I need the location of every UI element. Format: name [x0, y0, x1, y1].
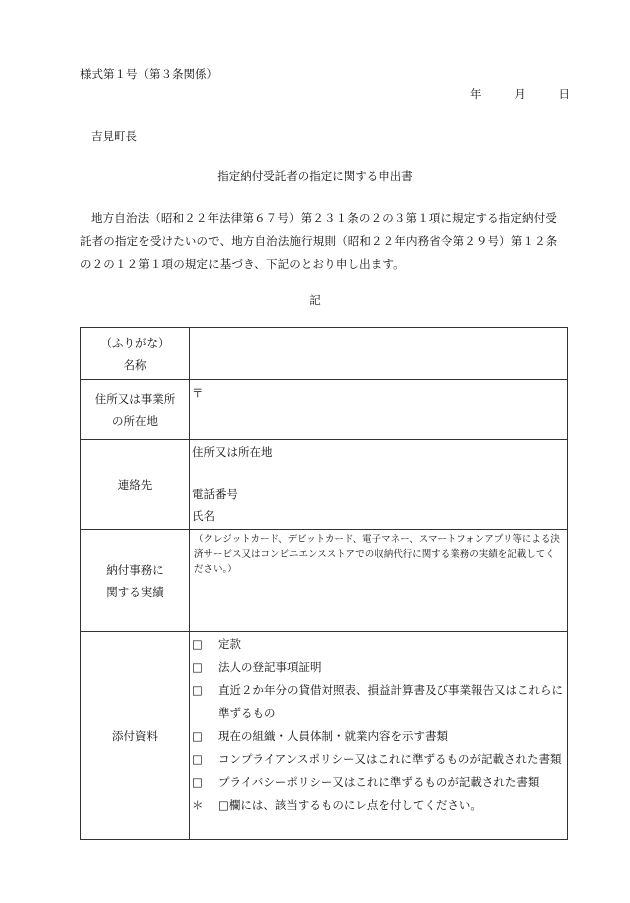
attachment-item — [190, 748, 567, 771]
date-year-label: 年 — [470, 87, 482, 101]
addressee: 吉見町長 — [91, 129, 137, 143]
footnote-text: □欄には、該当するものにレ点を付してください。 — [218, 798, 482, 812]
record-row — [81, 530, 568, 632]
record-label-cell — [81, 530, 190, 632]
checkbox[interactable]: □ — [192, 752, 203, 766]
address-label-cell — [81, 380, 190, 440]
application-form-table — [80, 327, 568, 840]
contact-phone-label: 電話番号 — [192, 487, 238, 501]
footnote-mark: ＊ — [192, 798, 204, 812]
name-row — [81, 328, 568, 380]
attachment-label: 定款 — [218, 637, 241, 651]
attachments-footnote — [190, 794, 567, 817]
attachment-label: コンプライアンスポリシー又はこれに準ずるものが記載された書類 — [218, 752, 562, 766]
attachment-item — [190, 725, 567, 748]
attachment-label: 法人の登記事項証明 — [218, 660, 322, 674]
record-label-line1: 納付事務に — [106, 562, 164, 577]
contact-address-label: 住所又は所在地 — [192, 445, 273, 459]
attachment-label: 現在の組織・人員体制・就業内容を示す書類 — [218, 729, 448, 743]
checkbox[interactable]: □ — [192, 729, 203, 743]
document-title: 指定納付受託者の指定に関する申出書 — [217, 169, 413, 183]
checkbox[interactable]: □ — [192, 637, 203, 651]
attachment-label: プライバシーポリシー又はこれに準ずるものが記載された書類 — [218, 775, 540, 789]
address-label-line2: の所在地 — [112, 413, 158, 428]
name-label-cell — [81, 328, 190, 380]
contact-person-label: 氏名 — [192, 509, 215, 523]
contact-label: 連絡先 — [117, 477, 153, 492]
date-line — [470, 86, 570, 102]
record-note: （クレジットカード、デビットカード、電子マネー、スマートフォンアプリ等による決済サービス又はコンビニエンスストアでの収納代行に関する業務の実績を記載してください。） — [194, 534, 560, 575]
address-label-line1: 住所又は事業所 — [94, 391, 176, 406]
attachment-label: 直近２か年分の貸借対照表、損益計算書及び事業報告又はこれらに準ずるもの — [218, 683, 563, 720]
postal-mark: 〒 — [192, 386, 204, 400]
address-field[interactable] — [190, 380, 568, 440]
date-month-label: 月 — [514, 87, 526, 101]
address-row — [81, 380, 568, 440]
record-field[interactable] — [190, 530, 568, 632]
attachment-item — [190, 771, 567, 794]
attachments-label: 添付資料 — [112, 728, 158, 743]
checkbox[interactable]: □ — [192, 775, 203, 789]
name-label: 名称 — [123, 357, 147, 372]
name-field[interactable] — [190, 328, 568, 380]
attachments-label-cell — [81, 632, 190, 840]
furigana-label: （ふりがな） — [100, 335, 170, 350]
checkbox[interactable]: □ — [192, 683, 203, 697]
form-number: 様式第１号（第３条関係） — [80, 67, 218, 81]
checkbox[interactable]: □ — [192, 660, 203, 674]
record-heading: 記 — [309, 293, 321, 307]
attachments-list — [190, 632, 568, 840]
body-paragraph: 地方自治法（昭和２２年法律第６７号）第２３１条の２の３第１項に規定する指定納付受託者の指定を受けたいので、地方自治法施行規則（昭和２２年内務省令第２９号）第１２条の２の１２第１項の規定に基づき、下記のとおり申し出ます。 — [80, 211, 558, 271]
contact-label-cell — [81, 440, 190, 530]
contact-row — [81, 440, 568, 530]
attachment-item — [190, 633, 567, 656]
contact-field[interactable] — [190, 440, 568, 530]
date-day-label: 日 — [558, 87, 570, 101]
record-label-line2: 関する実績 — [106, 584, 164, 599]
attachments-row — [81, 632, 568, 840]
attachment-item — [190, 679, 567, 725]
attachment-item — [190, 656, 567, 679]
